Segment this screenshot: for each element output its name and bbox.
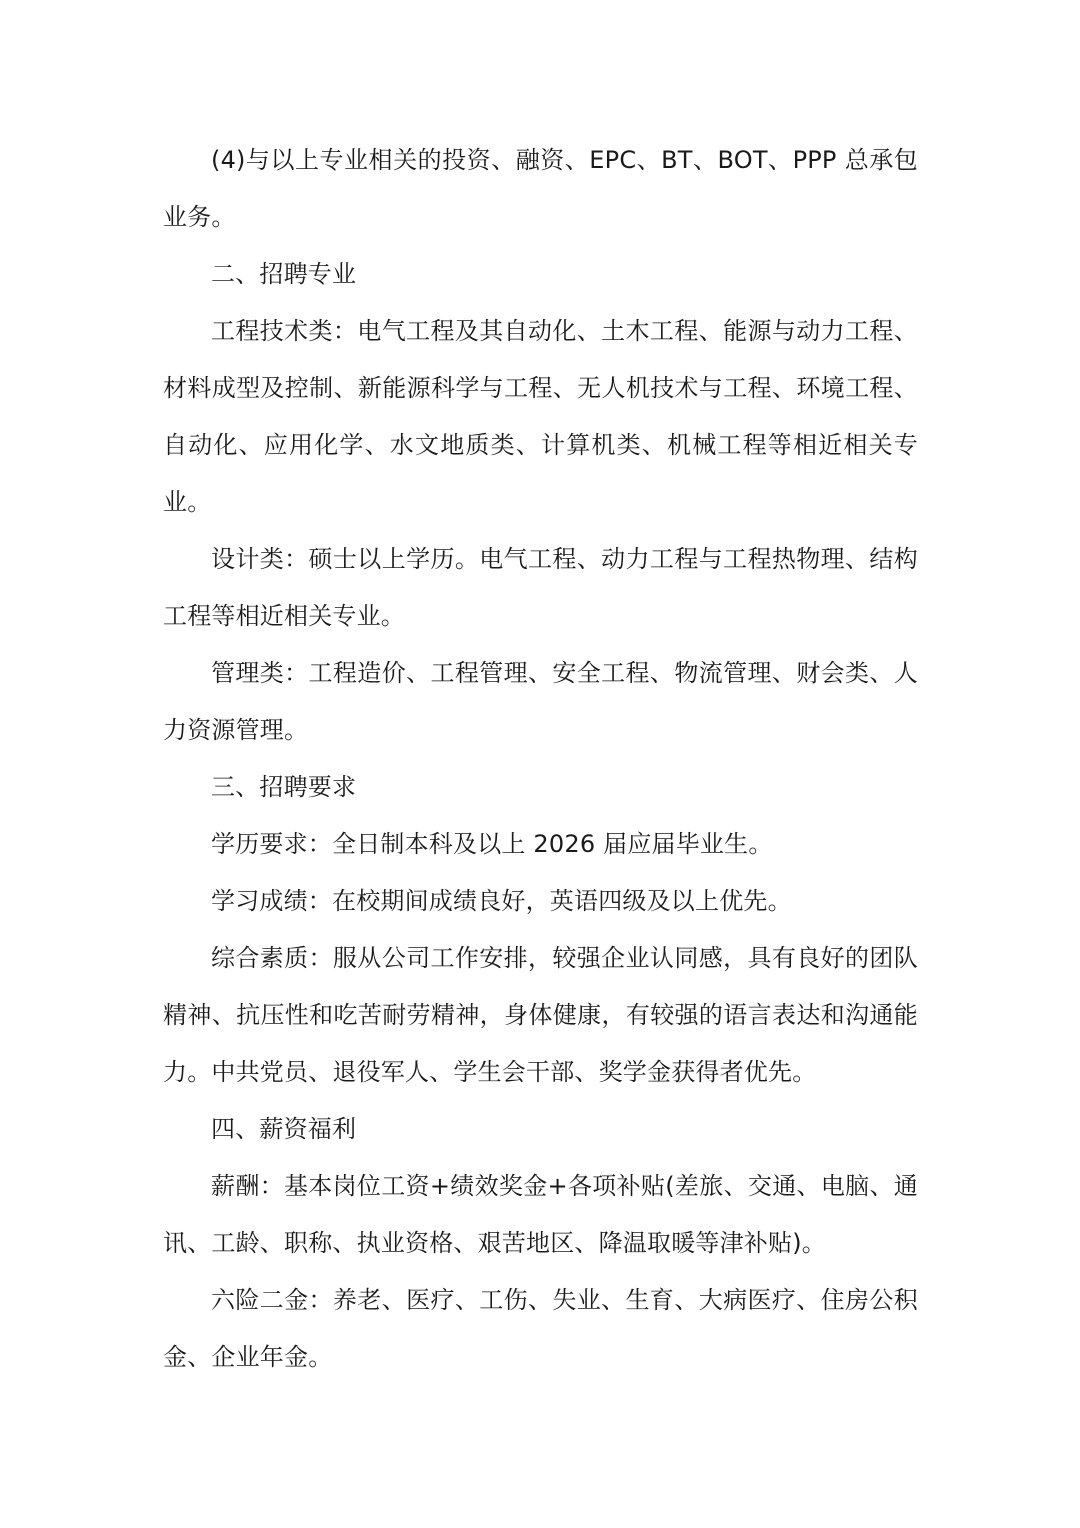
paragraph-business-scope: (4)与以上专业相关的投资、融资、EPC、BT、BOT、PPP 总承包业务。 bbox=[163, 146, 918, 231]
paragraph-insurance-funds: 六险二金：养老、医疗、工伤、失业、生育、大病医疗、住房公积金、企业年金。 bbox=[163, 1286, 918, 1371]
section-heading-requirements: 三、招聘要求 bbox=[211, 773, 357, 801]
paragraph-overall-quality: 综合素质：服从公司工作安排，较强企业认同感，具有良好的团队精神、抗压性和吃苦耐劳精神，身体健康，有较强的语言表达和沟通能力。中共党员、退役军人、学生会干部、奖学金获得者优先。 bbox=[163, 944, 918, 1086]
section-heading-benefits: 四、薪资福利 bbox=[211, 1115, 357, 1143]
paragraph-education-requirement: 学历要求：全日制本科及以上 2026 届应届毕业生。 bbox=[211, 830, 773, 858]
paragraph-design-majors: 设计类：硕士以上学历。电气工程、动力工程与工程热物理、结构工程等相近相关专业。 bbox=[163, 545, 918, 630]
document-body bbox=[163, 132, 918, 1386]
section-heading-majors: 二、招聘专业 bbox=[211, 260, 357, 288]
paragraph-management-majors: 管理类：工程造价、工程管理、安全工程、物流管理、财会类、人力资源管理。 bbox=[163, 659, 918, 744]
paragraph-salary: 薪酬：基本岗位工资+绩效奖金+各项补贴(差旅、交通、电脑、通讯、工龄、职称、执业资格、艰苦地区、降温取暖等津补贴)。 bbox=[163, 1172, 918, 1257]
paragraph-engineering-majors: 工程技术类：电气工程及其自动化、土木工程、能源与动力工程、材料成型及控制、新能源科学与工程、无人机技术与工程、环境工程、自动化、应用化学、水文地质类、计算机类、机械工程等相近相关专业。 bbox=[163, 317, 918, 516]
paragraph-academic-performance: 学习成绩：在校期间成绩良好，英语四级及以上优先。 bbox=[211, 887, 792, 915]
